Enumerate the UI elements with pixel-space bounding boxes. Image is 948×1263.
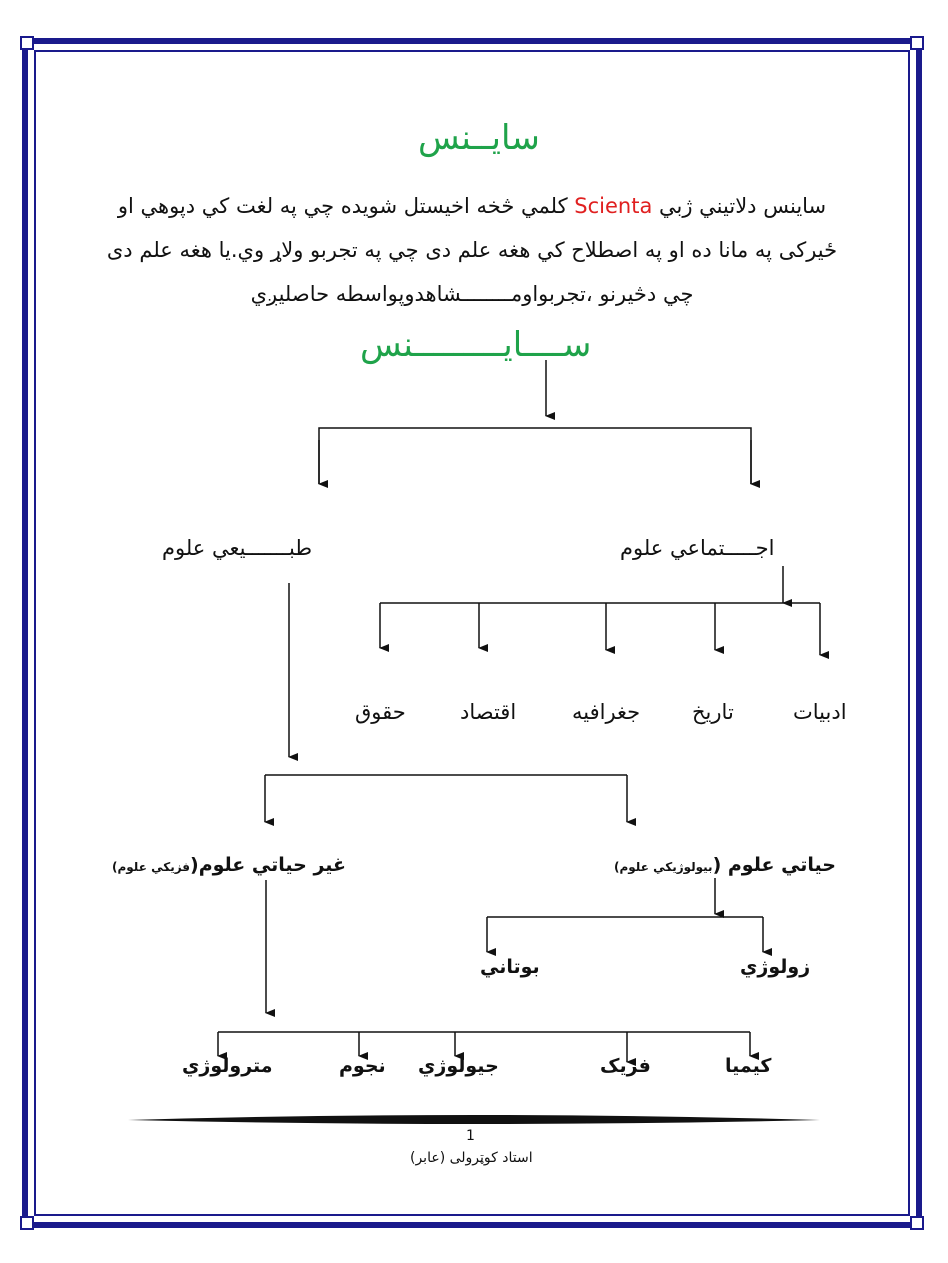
nonbiological-sciences-label <box>112 854 346 876</box>
social-child-geography: جغرافيه <box>572 700 641 724</box>
social-child-history: تاريخ <box>692 700 734 724</box>
page-title: سايــنس <box>418 118 540 158</box>
tree-root: ســــايـــــــــنس <box>360 325 592 365</box>
biological-sciences-label <box>614 854 836 876</box>
latin-term: Scienta <box>574 194 653 218</box>
biological-label-text: حياتي علوم ( <box>712 854 837 876</box>
social-child-literature: ادبيات <box>793 700 847 724</box>
phys-child-meteorology: مترولوژي <box>182 1055 273 1077</box>
natural-sciences-label: طبـــــــيعي علوم <box>162 536 313 560</box>
social-child-law: حقوق <box>355 700 406 724</box>
social-sciences-label: اجـــــتماعي علوم <box>620 536 775 560</box>
nonbiological-label-note: فزيكي علوم) <box>112 860 191 874</box>
author-credit: استاد كوټرولى (عابر) <box>410 1150 533 1166</box>
phys-child-astronomy: نجوم <box>339 1055 386 1077</box>
intro-text-start: ساينس دلاتيني ژبي <box>659 194 827 218</box>
phys-child-chemistry: كيميا <box>725 1055 772 1077</box>
bio-child-zoology: زولوژي <box>740 956 811 978</box>
page-number: 1 <box>466 1128 475 1144</box>
phys-child-geology: جيولوژي <box>418 1055 499 1077</box>
nonbiological-label-text: غير حياتي علوم( <box>190 854 347 876</box>
biological-label-note: بيولوژيكي علوم) <box>614 860 713 874</box>
phys-child-physics: فزيک <box>600 1055 651 1077</box>
intro-text-rest: كلمي څخه اخيستل شويده چي په لغت كي دپوهي او ځيركى په مانا ده او په اصطلاح كي هغه علم دى چي په تجربو ولاړ وي.يا هغه علم دى چي دڅيرنو ،تجربواومــــــــشاهدوپواسطه حاصليږي <box>106 194 838 306</box>
bio-child-botany: بوتاني <box>480 956 540 978</box>
social-child-economics: اقتصاد <box>460 700 517 724</box>
